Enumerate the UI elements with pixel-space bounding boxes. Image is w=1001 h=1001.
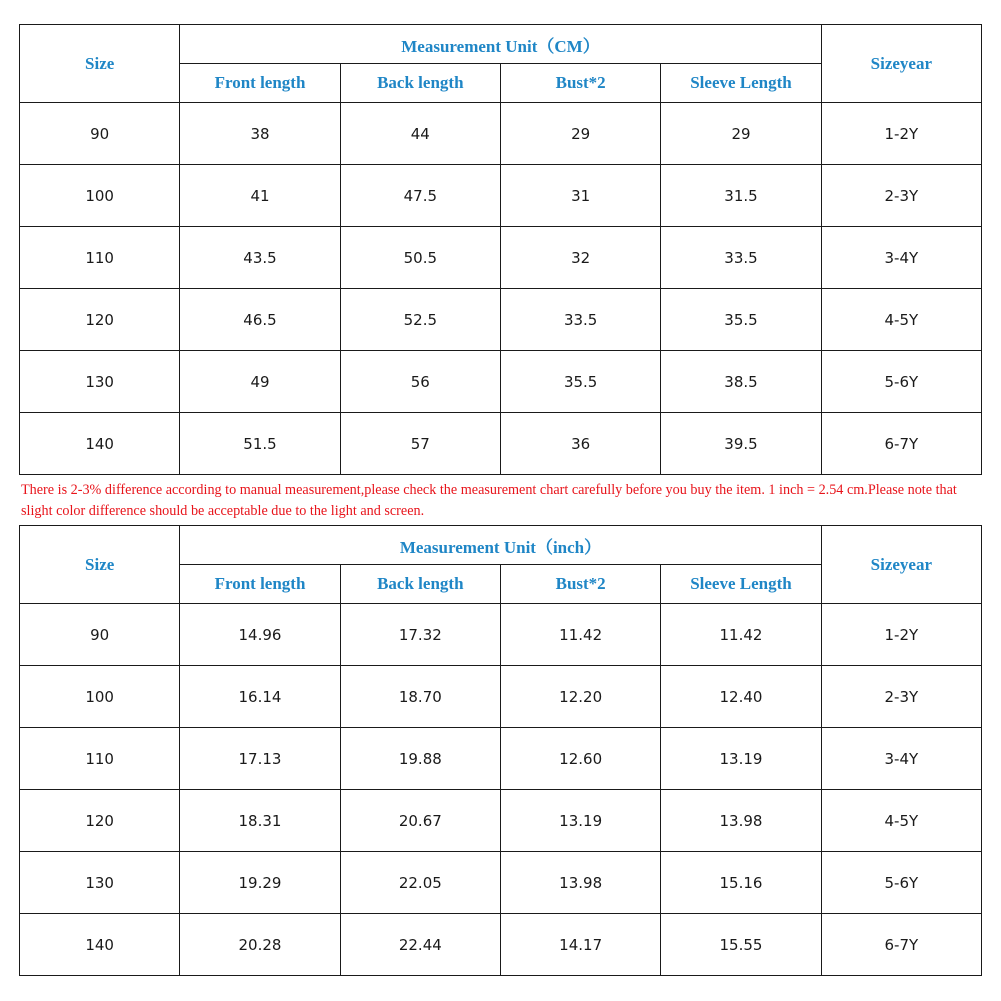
back-length-cell: 47.5 [340,165,500,227]
back-length-header: Back length [340,64,500,103]
back-length-cell: 22.05 [340,852,500,914]
table-row [20,165,982,227]
sizeyear-cell: 6-7Y [821,914,981,976]
sizeyear-cell: 3-4Y [821,227,981,289]
front-length-cell: 43.5 [180,227,340,289]
size-cell: 100 [20,165,180,227]
size-cell: 110 [20,728,180,790]
sizeyear-cell: 3-4Y [821,728,981,790]
sleeve-length-header: Sleeve Length [661,565,821,604]
back-length-header: Back length [340,565,500,604]
bust-cell: 36 [500,413,660,475]
sizeyear-cell: 4-5Y [821,790,981,852]
table-row [20,227,982,289]
table-row [20,852,982,914]
sleeve-length-cell: 38.5 [661,351,821,413]
front-length-cell: 41 [180,165,340,227]
back-length-cell: 56 [340,351,500,413]
bust-cell: 33.5 [500,289,660,351]
size-cell: 140 [20,914,180,976]
bust-cell: 14.17 [500,914,660,976]
sleeve-length-cell: 13.98 [661,790,821,852]
size-header: Size [20,526,180,604]
size-cell: 90 [20,604,180,666]
size-cell: 130 [20,852,180,914]
front-length-cell: 38 [180,103,340,165]
size-cell: 90 [20,103,180,165]
size-cell: 100 [20,666,180,728]
sleeve-length-cell: 13.19 [661,728,821,790]
back-length-cell: 19.88 [340,728,500,790]
back-length-cell: 57 [340,413,500,475]
size-cell: 130 [20,351,180,413]
back-length-cell: 17.32 [340,604,500,666]
bust-cell: 31 [500,165,660,227]
table-row [20,351,982,413]
bust-cell: 29 [500,103,660,165]
front-length-cell: 51.5 [180,413,340,475]
table-row [20,666,982,728]
sleeve-length-cell: 15.55 [661,914,821,976]
table-row [20,914,982,976]
sleeve-length-cell: 15.16 [661,852,821,914]
table-row [20,289,982,351]
front-length-cell: 16.14 [180,666,340,728]
bust-header: Bust*2 [500,565,660,604]
sleeve-length-cell: 31.5 [661,165,821,227]
front-length-cell: 19.29 [180,852,340,914]
front-length-cell: 14.96 [180,604,340,666]
sizeyear-header: Sizeyear [821,25,981,103]
sizeyear-cell: 4-5Y [821,289,981,351]
size-cell: 120 [20,790,180,852]
bust-cell: 13.98 [500,852,660,914]
back-length-cell: 52.5 [340,289,500,351]
size-cell: 120 [20,289,180,351]
sizeyear-header: Sizeyear [821,526,981,604]
unit-title-inch: Measurement Unit（inch） [180,526,821,565]
bust-cell: 12.60 [500,728,660,790]
table-row [20,728,982,790]
sleeve-length-cell: 33.5 [661,227,821,289]
sizeyear-cell: 5-6Y [821,852,981,914]
table-row [20,103,982,165]
back-length-cell: 22.44 [340,914,500,976]
size-cell: 110 [20,227,180,289]
back-length-cell: 50.5 [340,227,500,289]
sleeve-length-header: Sleeve Length [661,64,821,103]
bust-header: Bust*2 [500,64,660,103]
measurement-note: There is 2-3% difference according to manual measurement,please check the measurement chart carefully before you buy the item. 1 inch = 2.54 cm.Please note that slight color difference should be acceptable due to the light and screen. [21,482,957,519]
table-row [20,413,982,475]
front-length-cell: 17.13 [180,728,340,790]
inch-size-table [19,525,982,976]
cm-size-table [19,24,982,475]
table-row [20,790,982,852]
front-length-cell: 49 [180,351,340,413]
bust-cell: 13.19 [500,790,660,852]
back-length-cell: 20.67 [340,790,500,852]
sizeyear-cell: 1-2Y [821,604,981,666]
front-length-header: Front length [180,64,340,103]
sizeyear-cell: 2-3Y [821,666,981,728]
front-length-header: Front length [180,565,340,604]
unit-title-cm: Measurement Unit（CM） [180,25,821,64]
sleeve-length-cell: 12.40 [661,666,821,728]
table-row [20,604,982,666]
front-length-cell: 18.31 [180,790,340,852]
front-length-cell: 20.28 [180,914,340,976]
sizeyear-cell: 5-6Y [821,351,981,413]
sizeyear-cell: 6-7Y [821,413,981,475]
sleeve-length-cell: 11.42 [661,604,821,666]
back-length-cell: 18.70 [340,666,500,728]
back-length-cell: 44 [340,103,500,165]
front-length-cell: 46.5 [180,289,340,351]
size-cell: 140 [20,413,180,475]
bust-cell: 11.42 [500,604,660,666]
sleeve-length-cell: 35.5 [661,289,821,351]
sleeve-length-cell: 39.5 [661,413,821,475]
bust-cell: 35.5 [500,351,660,413]
bust-cell: 32 [500,227,660,289]
sizeyear-cell: 1-2Y [821,103,981,165]
sleeve-length-cell: 29 [661,103,821,165]
bust-cell: 12.20 [500,666,660,728]
sizeyear-cell: 2-3Y [821,165,981,227]
size-header: Size [20,25,180,103]
